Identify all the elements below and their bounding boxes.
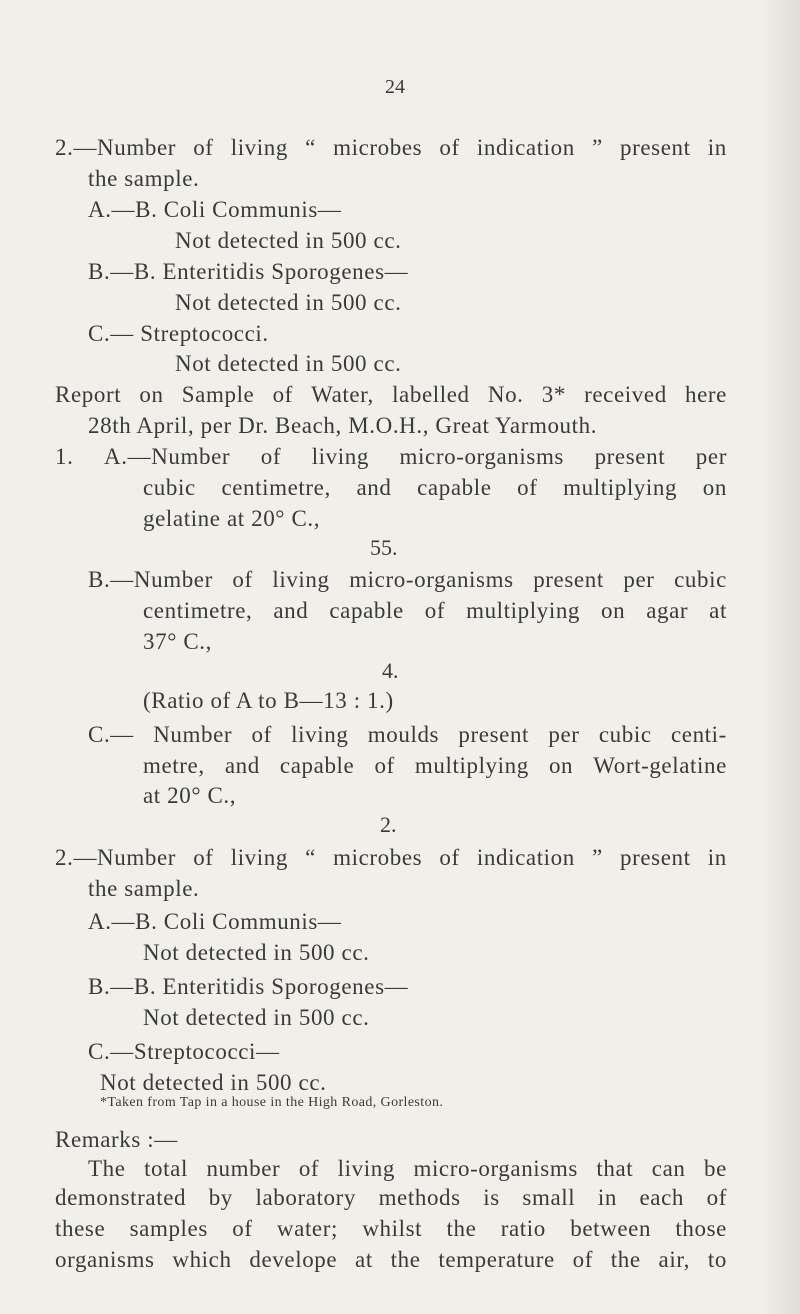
value: 55. [370,534,398,560]
line: C.—Streptococci— [88,1039,280,1065]
line: the sample. [88,876,200,901]
line: (Ratio of A to B—13 : 1.) [143,688,394,714]
line: centimetre, and capable of multiplying on agar at [143,598,727,624]
line: B.—B. Enteritidis Sporogenes— [88,258,409,284]
remarks-heading: Remarks :— [55,1126,178,1152]
line: cubic centimetre, and capable of multiplying on [143,474,727,500]
line: Not detected in 500 cc. [175,351,402,377]
remarks-line: organisms which develope at the temperature of the air, to [55,1246,727,1272]
line: Not detected in 500 cc. [175,227,402,253]
line: A.—B. Coli Communis— [88,908,342,934]
line: Not detected in 500 cc. [175,289,402,315]
line: Not detected in 500 cc. [100,1070,327,1096]
line: A.—B. Coli Communis— [88,197,342,222]
remarks-line: these samples of water; whilst the ratio between those [55,1215,727,1241]
line: C.— Number of living moulds present per cubic centi- [88,721,727,747]
line: 2.—Number of living “ microbes of indication ” present in [55,135,727,161]
line: Not detected in 500 cc. [143,939,370,965]
line: the sample. [88,166,200,192]
line: B.—Number of living micro-organisms present per cubic [88,567,727,593]
line: 37° C., [143,629,212,655]
value: 2. [380,812,397,838]
line: 1. A.—Number of living micro-organisms present per [55,443,727,469]
footnote: *Taken from Tap in a house in the High Road, Gorleston. [100,1095,444,1111]
remarks-line: demonstrated by laboratory methods is small in each of [55,1184,727,1210]
line: metre, and capable of multiplying on Wort-gelatine [143,752,727,778]
page-number: 24 [385,76,405,98]
line: at 20° C., [143,783,237,809]
line: gelatine at 20° C., [143,505,321,531]
line: C.— Streptococci. [88,320,269,346]
line: B.—B. Enteritidis Sporogenes— [88,974,409,999]
line: 2.—Number of living “ microbes of indication ” present in [55,845,727,871]
page-edge-shadow [760,0,800,1314]
line: 28th April, per Dr. Beach, M.O.H., Great Yarmouth. [88,413,598,438]
value: 4. [382,657,399,683]
line: Not detected in 500 cc. [143,1004,370,1030]
line: Report on Sample of Water, labelled No. 3* received here [55,382,727,408]
remarks-line: The total number of living micro-organisms that can be [88,1155,727,1181]
